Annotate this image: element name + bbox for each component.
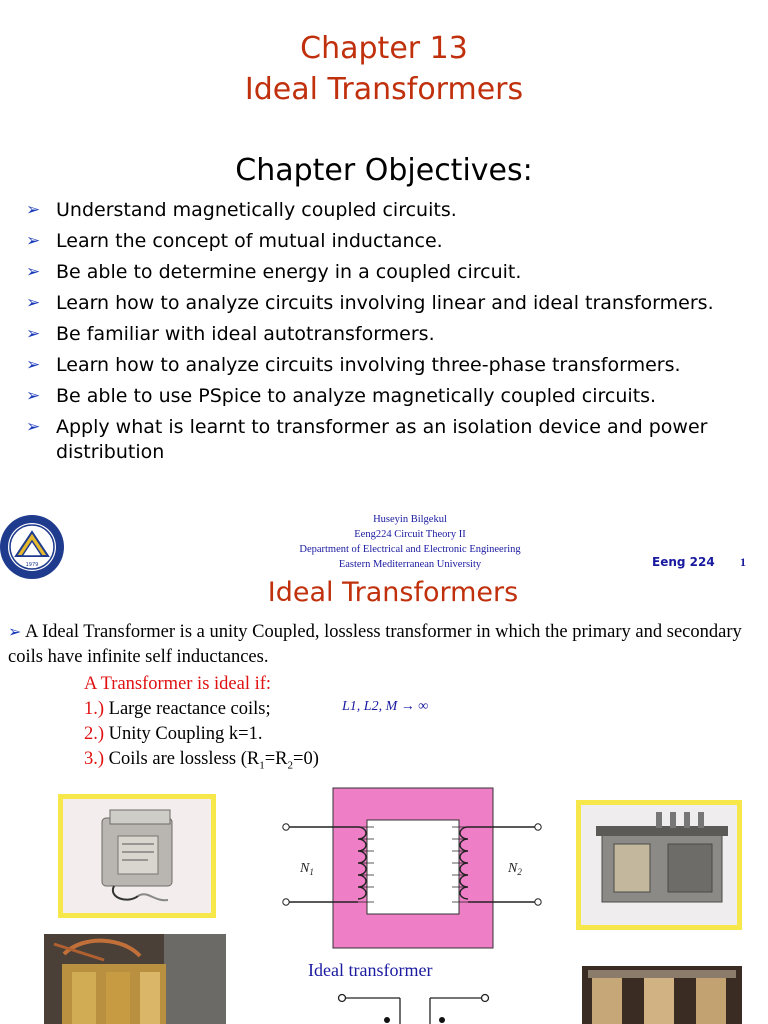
objectives-heading: Chapter Objectives: [235,153,533,188]
transformer-core-photo [582,966,742,1024]
objective-item: ➢ Be able to use PSpice to analyze magnetically coupled circuits. [26,385,657,407]
definition-text: A Ideal Transformer is a unity Coupled, lossless transformer in which the primary and secondary coils have infinite self inductances. [8,622,742,667]
ideal-transformers-heading: Ideal Transformers [267,577,519,608]
bullet-arrow-icon: ➢ [26,324,41,344]
footer-author: Huseyin Bilgekul [373,514,447,525]
footer-department: Department of Electrical and Electronic Engineering [299,544,521,555]
objective-item: ➢ Learn how to analyze circuits involving three-phase transformers. [26,354,681,376]
ideal-transformer-diagram [280,786,550,950]
transformer-coils-photo [44,934,226,1024]
ideal-transformer-symbol [330,990,500,1024]
footer-university: Eastern Mediterranean University [338,559,482,570]
objective-item: ➢ Be able to determine energy in a coupled circuit. [26,261,522,283]
transformer-photo-small [58,794,216,918]
conditions-title: A Transformer is ideal if: [84,674,272,694]
infinity-formula: L1, L2, M → ∞ [342,699,429,714]
condition-item: 3.) Coils are lossless $(R_1=R_2=0)$ [84,749,319,772]
bullet-arrow-icon: ➢ [26,231,41,251]
objective-item: ➢ Be familiar with ideal autotransformers. [26,323,435,345]
footer-course-full: Eeng224 Circuit Theory II [354,529,466,540]
n2-label: $N_2$ [508,861,522,877]
definition-paragraph [8,620,760,670]
chapter-title: Ideal Transformers [244,72,524,107]
objective-item: ➢ Learn the concept of mutual inductance. [26,230,443,252]
slide-footer-info [250,512,570,572]
bullet-arrow-icon: ➢ [8,624,22,641]
objective-item: ➢ Learn how to analyze circuits involving linear and ideal transformers. [26,292,714,314]
bullet-arrow-icon: ➢ [26,386,41,406]
logo-year: 1979 [25,562,39,568]
bullet-arrow-icon: ➢ [26,293,41,313]
bullet-arrow-icon: ➢ [26,200,41,220]
condition-item: 2.) Unity Coupling k=1. [84,724,263,744]
bullet-arrow-icon: ➢ [26,417,41,437]
university-logo-icon [0,510,68,584]
bullet-arrow-icon: ➢ [26,355,41,375]
objectives-list [26,198,756,471]
page-number: 1 [740,555,746,569]
bullet-arrow-icon: ➢ [26,262,41,282]
objective-item: ➢ Understand magnetically coupled circuits. [26,199,457,221]
transformer-photo-large [576,800,742,930]
objective-item: ➢ Apply what is learnt to transformer as an isolation device and power distribution [26,416,708,463]
ideal-transformer-caption: Ideal transformer [308,960,433,980]
n1-label: $N_1$ [300,861,314,877]
footer-course-code: Eeng 224 [652,555,715,569]
chapter-number-title: Chapter 13 [300,31,468,66]
condition-item: 1.) Large reactance coils; [84,699,271,719]
